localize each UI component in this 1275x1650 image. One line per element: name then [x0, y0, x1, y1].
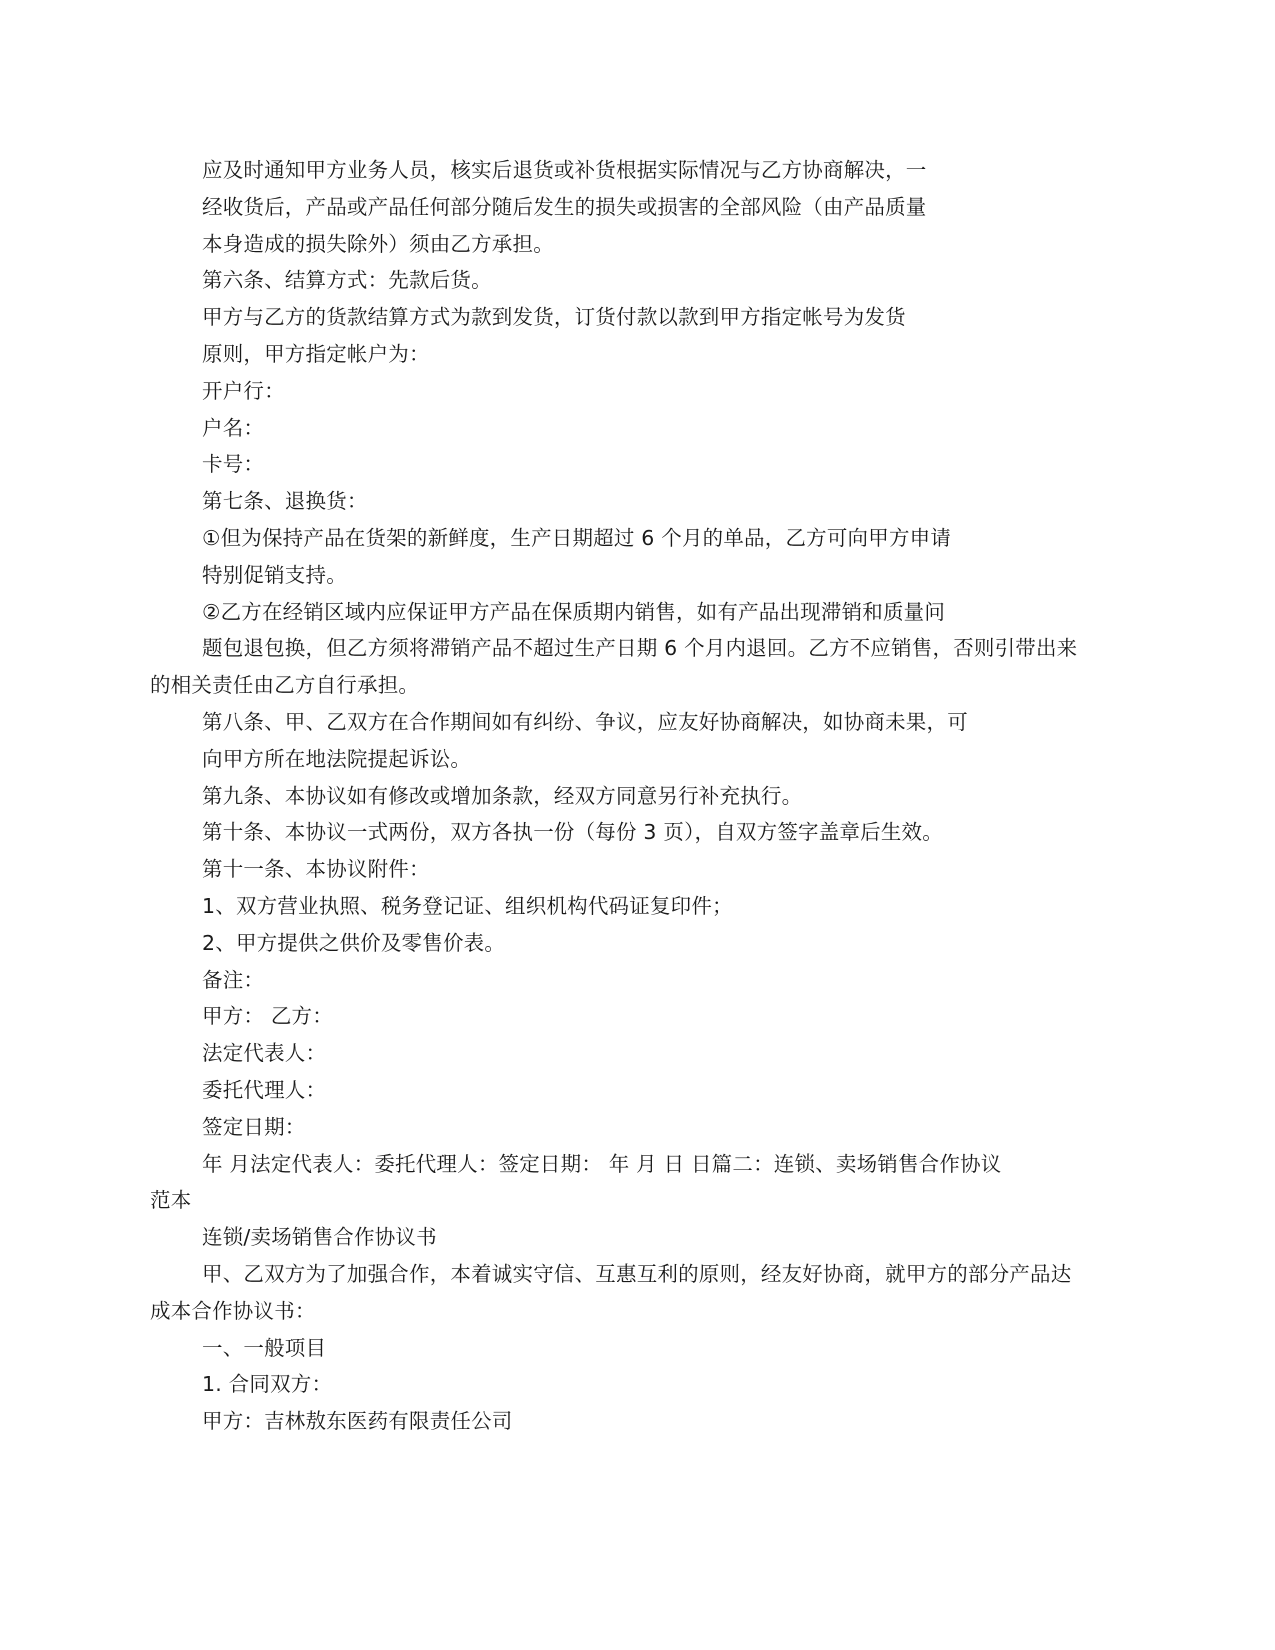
text-line: 范本 — [150, 1188, 192, 1213]
text-line: 的相关责任由乙方自行承担。 — [150, 673, 420, 698]
text-line: 户名： — [202, 415, 265, 440]
text-line: 应及时通知甲方业务人员，核实后退货或补货根据实际情况与乙方协商解决，一 — [202, 158, 927, 182]
text-line: 特别促销支持。 — [202, 562, 347, 587]
text-line: 卡号： — [202, 452, 265, 477]
text-line: 委托代理人： — [202, 1077, 327, 1102]
text-line: 第六条、结算方式：先款后货。 — [202, 268, 492, 293]
text-line: 法定代表人： — [202, 1041, 327, 1066]
text-line: 1. 合同双方： — [202, 1372, 333, 1397]
text-line: 经收货后，产品或产品任何部分随后发生的损失或损害的全部风险（由产品质量 — [202, 194, 927, 219]
text-line: 开户行： — [202, 378, 285, 403]
text-line: 第八条、甲、乙双方在合作期间如有纠纷、争议，应友好协商解决，如协商未果，可 — [202, 709, 968, 734]
text-line: 1、双方营业执照、税务登记证、组织机构代码证复印件； — [202, 893, 733, 918]
text-line: 甲方：吉林敖东医药有限责任公司 — [202, 1409, 513, 1434]
text-line: 原则，甲方指定帐户为： — [202, 341, 430, 366]
text-line: 备注： — [202, 967, 265, 992]
text-line: 本身造成的损失除外）须由乙方承担。 — [202, 231, 554, 256]
text-line: 甲、乙双方为了加强合作，本着诚实守信、互惠互利的原则，经友好协商，就甲方的部分产品达 — [202, 1261, 1072, 1286]
text-line: 第七条、退换货： — [202, 489, 368, 514]
text-line: 向甲方所在地法院提起诉讼。 — [202, 746, 472, 771]
text-line: 题包退包换，但乙方须将滞销产品不超过生产日期 6 个月内退回。乙方不应销售，否则引带出来 — [202, 636, 1078, 661]
text-line: 一、一般项目 — [202, 1335, 327, 1360]
text-line: 第十条、本协议一式两份，双方各执一份（每份 3 页），自双方签字盖章后生效。 — [202, 820, 943, 845]
document-body — [150, 152, 1135, 1440]
text-line: 第九条、本协议如有修改或增加条款，经双方同意另行补充执行。 — [202, 783, 803, 808]
text-line: 签定日期： — [202, 1114, 306, 1139]
text-line: ①但为保持产品在货架的新鲜度，生产日期超过 6 个月的单品，乙方可向甲方申请 — [202, 525, 952, 550]
text-line: 年 月法定代表人：委托代理人：签定日期： 年 月 日 日篇二：连锁、卖场销售合作协议 — [202, 1151, 1002, 1176]
text-line: 甲方： 乙方： — [202, 1004, 333, 1029]
text-line: 第十一条、本协议附件： — [202, 857, 430, 882]
text-line: 成本合作协议书： — [150, 1298, 316, 1323]
text-line: 2、甲方提供之供价及零售价表。 — [202, 930, 506, 955]
text-line: ②乙方在经销区域内应保证甲方产品在保质期内销售，如有产品出现滞销和质量问 — [202, 599, 946, 624]
text-line: 连锁/卖场销售合作协议书 — [202, 1225, 437, 1250]
text-line: 甲方与乙方的货款结算方式为款到发货，订货付款以款到甲方指定帐号为发货 — [202, 305, 906, 330]
